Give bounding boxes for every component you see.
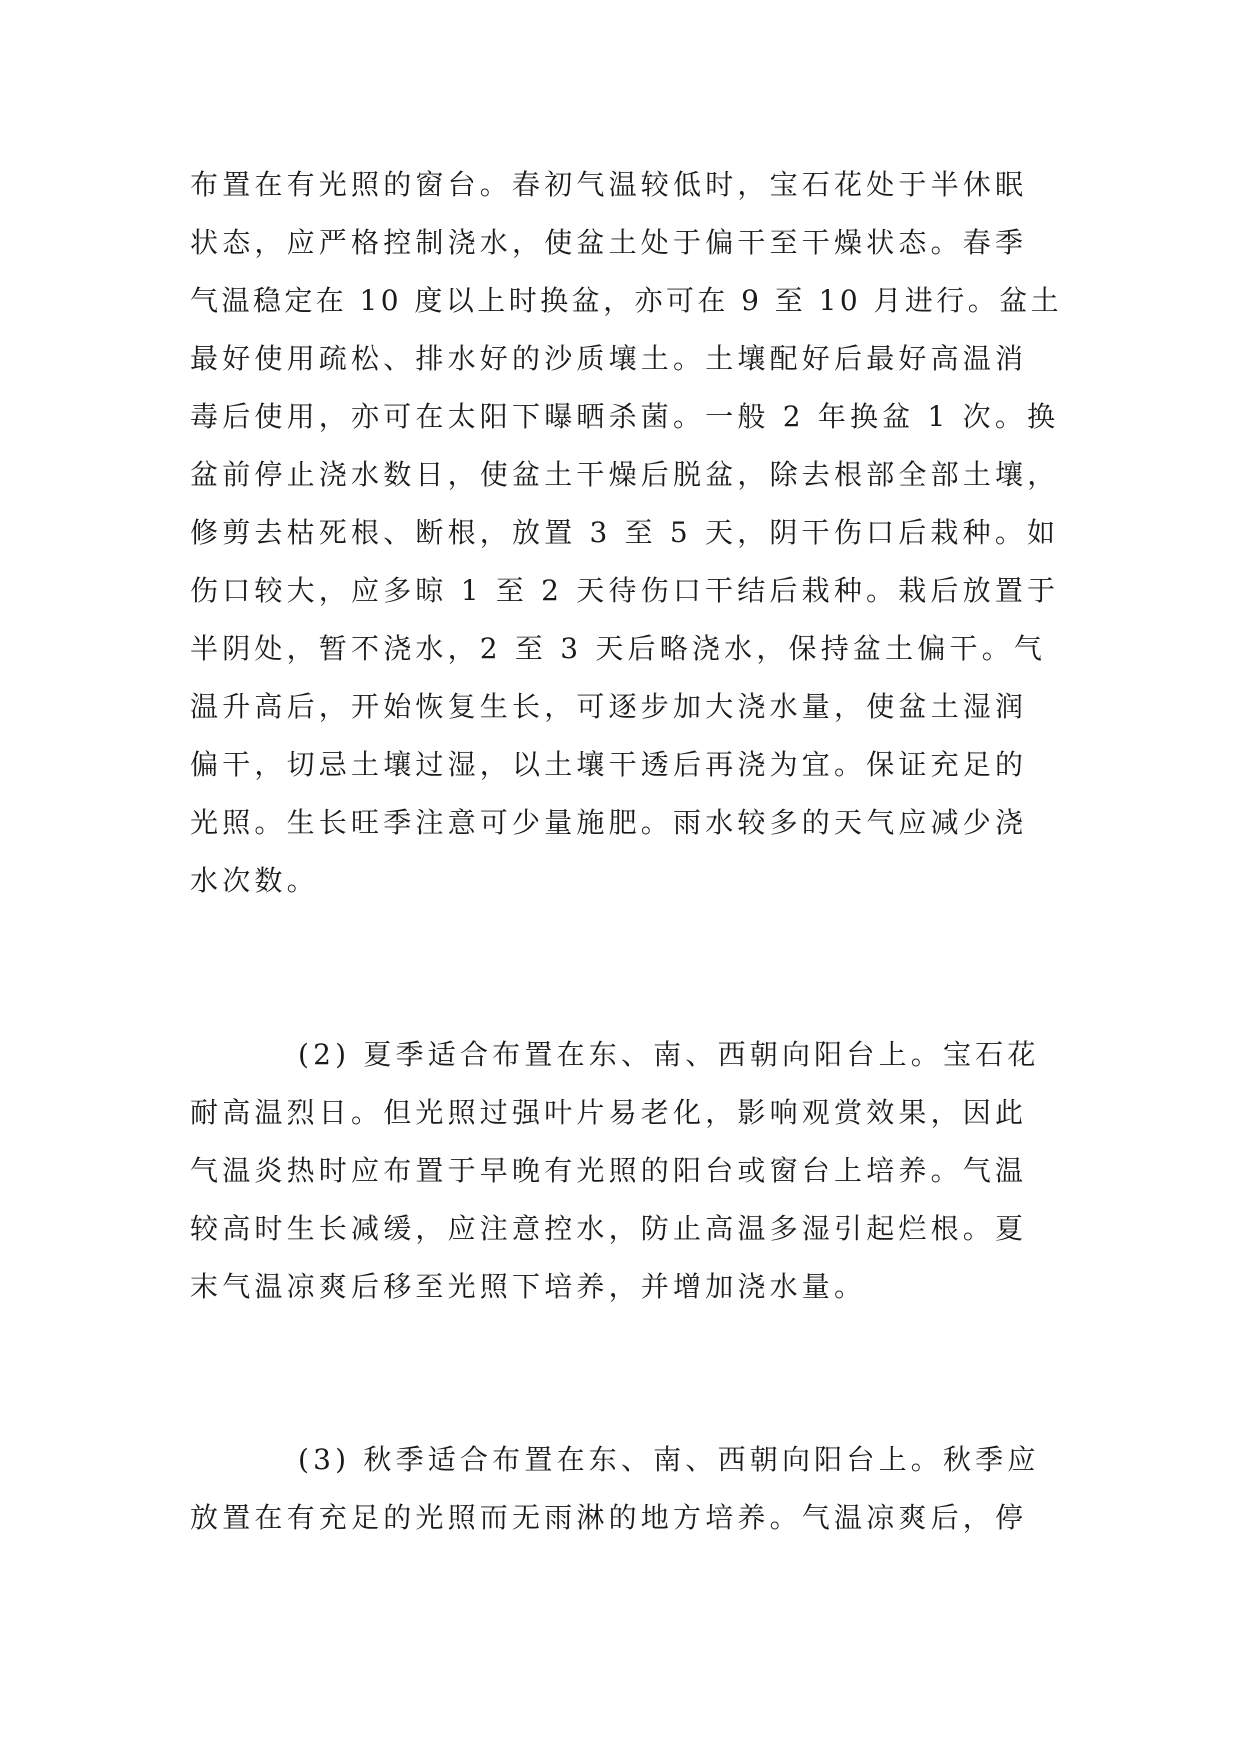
text-line: 状态，应严格控制浇水，使盆土处于偏干至干燥状态。春季 xyxy=(190,226,1028,259)
text-line: 较高时生长减缓，应注意控水，防止高温多湿引起烂根。夏 xyxy=(190,1212,1028,1245)
text-line: (3) 秋季适合布置在东、南、西朝向阳台上。秋季应 xyxy=(298,1443,1040,1476)
text-line: 伤口较大，应多晾 1 至 2 天待伤口干结后栽种。栽后放置于 xyxy=(190,574,1060,607)
text-line: 修剪去枯死根、断根，放置 3 至 5 天，阴干伤口后栽种。如 xyxy=(190,516,1060,549)
text-line: (2) 夏季适合布置在东、南、西朝向阳台上。宝石花 xyxy=(298,1038,1040,1071)
text-line: 放置在有充足的光照而无雨淋的地方培养。气温凉爽后，停 xyxy=(190,1501,1028,1534)
text-line: 布置在有光照的窗台。春初气温较低时，宝石花处于半休眠 xyxy=(190,168,1028,201)
text-line: 盆前停止浇水数日，使盆土干燥后脱盆，除去根部全部土壤， xyxy=(190,458,1060,491)
text-line: 毒后使用，亦可在太阳下曝晒杀菌。一般 2 年换盆 1 次。换 xyxy=(190,400,1060,433)
text-line: 半阴处，暂不浇水，2 至 3 天后略浇水，保持盆土偏干。气 xyxy=(190,632,1047,665)
text-line: 耐高温烈日。但光照过强叶片易老化，影响观赏效果，因此 xyxy=(190,1096,1028,1129)
text-line: 温升高后，开始恢复生长，可逐步加大浇水量，使盆土湿润 xyxy=(190,690,1028,723)
text-line: 最好使用疏松、排水好的沙质壤土。土壤配好后最好高温消 xyxy=(190,342,1028,375)
text-line: 水次数。 xyxy=(190,864,319,897)
text-line: 光照。生长旺季注意可少量施肥。雨水较多的天气应减少浇 xyxy=(190,806,1028,839)
text-line: 气温炎热时应布置于早晚有光照的阳台或窗台上培养。气温 xyxy=(190,1154,1028,1187)
text-line: 末气温凉爽后移至光照下培养，并增加浇水量。 xyxy=(190,1270,867,1303)
text-line: 偏干，切忌土壤过湿，以土壤干透后再浇为宜。保证充足的 xyxy=(190,748,1028,781)
text-line: 气温稳定在 10 度以上时换盆，亦可在 9 至 10 月进行。盆土 xyxy=(190,284,1063,317)
